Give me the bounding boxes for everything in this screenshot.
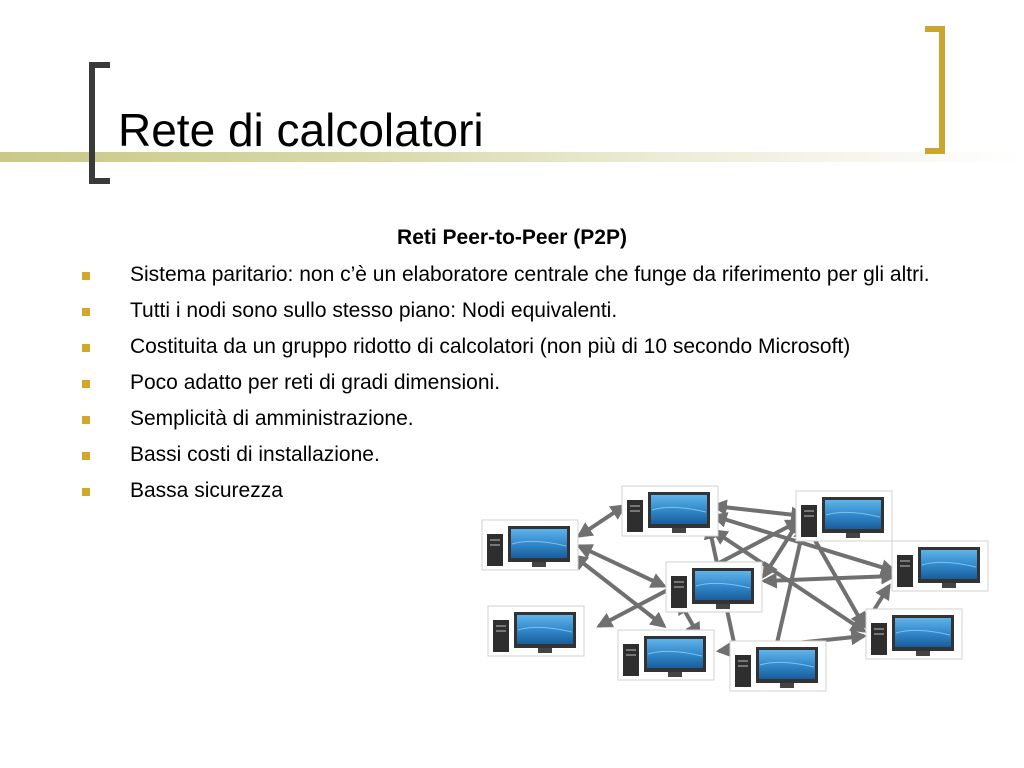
right-bracket-decoration xyxy=(925,26,945,154)
slide-subtitle: Reti Peer-to-Peer (P2P) xyxy=(397,226,627,249)
bullet-item xyxy=(78,406,938,432)
bullet-text: Tutti i nodi sono sullo stesso piano: Nodi equivalenti. xyxy=(130,299,618,322)
square-bullet-icon xyxy=(82,452,90,460)
computer-node xyxy=(622,486,718,536)
bullet-text: Bassa sicurezza xyxy=(130,479,283,502)
bullet-text: Costituita da un gruppo ridotto di calcolatori (non più di 10 secondo Microsoft) xyxy=(130,335,851,358)
bullet-text: Semplicità di amministrazione. xyxy=(130,407,414,430)
p2p-network-illustration xyxy=(474,476,1000,698)
computer-node xyxy=(666,562,762,612)
slide-title: Rete di calcolatori xyxy=(118,104,484,156)
bullet-text: Poco adatto per reti di gradi dimensioni. xyxy=(130,371,501,394)
bullet-item xyxy=(78,298,938,324)
bullet-text: Bassi costi di installazione. xyxy=(130,443,380,466)
computer-node xyxy=(892,541,988,591)
square-bullet-icon xyxy=(82,488,90,496)
computer-node xyxy=(618,630,714,680)
square-bullet-icon xyxy=(82,380,90,388)
left-bracket-decoration xyxy=(89,62,110,184)
bullet-item xyxy=(78,262,938,288)
bullet-item xyxy=(78,334,938,360)
square-bullet-icon xyxy=(82,308,90,316)
computer-node xyxy=(796,491,892,541)
square-bullet-icon xyxy=(82,272,90,280)
computer-node xyxy=(482,520,578,570)
computer-node xyxy=(488,606,584,656)
computer-node xyxy=(730,641,826,691)
bullet-item xyxy=(78,442,938,468)
computer-node xyxy=(866,609,962,659)
bullet-item xyxy=(78,370,938,396)
square-bullet-icon xyxy=(82,344,90,352)
square-bullet-icon xyxy=(82,416,90,424)
bullet-text: Sistema paritario: non c’è un elaboratore centrale che funge da riferimento per gli altri. xyxy=(130,263,930,286)
